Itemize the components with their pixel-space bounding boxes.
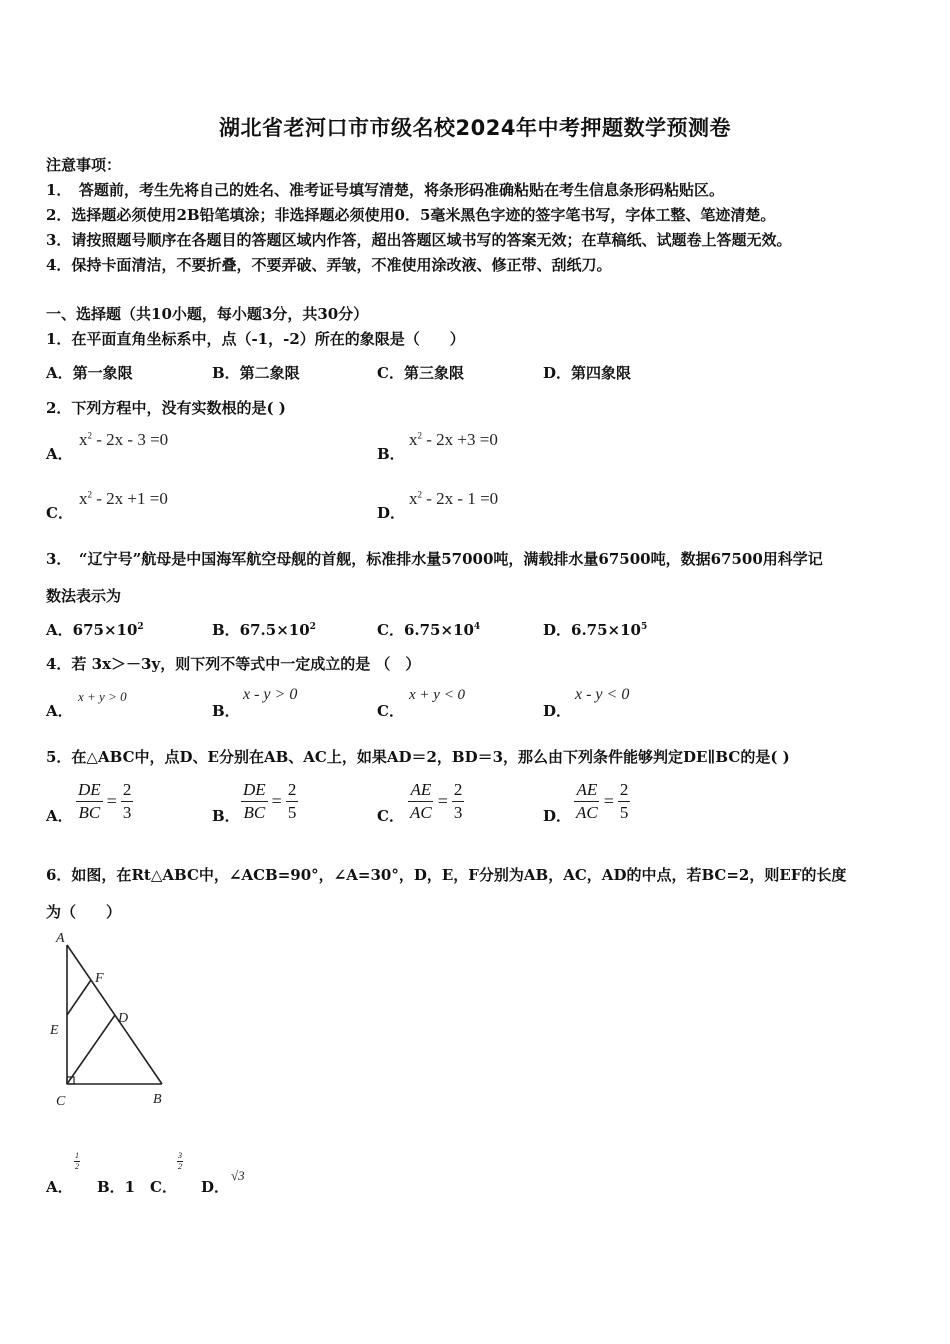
q5-option-b-expr: $\frac{DE}{BC}$ = $\frac{2}{5}$ [243,780,297,822]
q6-option-a-label: A． [46,1178,73,1196]
q4-option-b-label: B． [212,702,240,720]
q5-option-c-label: C． [377,807,404,825]
segment-ef [67,980,91,1015]
q2-option-d-label: D． [377,504,406,522]
q5-option-b-label: B． [212,807,240,825]
q4-option-d-expr: x - y < 0 [575,686,630,703]
vertex-label-d: D [118,1011,129,1026]
q3-stem-line1: 3． “辽宁号”航母是中国海军航空母舰的首舰，标准排水量57000吨，满载排水量67500吨，数据67500用科学记 [46,550,823,568]
notice-heading: 注意事项： [46,156,122,174]
notice-item: 1． 答题前，考生先将自己的姓名、准考证号填写清楚，将条形码准确粘贴在考生信息条形码粘贴区。 [46,181,724,199]
q6-stem-line2: 为（ ） [46,903,122,921]
q3-stem-line2: 数法表示为 [46,587,122,605]
q4-option-c-expr: x + y < 0 [409,687,466,703]
vertex-label-b: B [153,1092,162,1107]
q6-option-d-radical: √3 [231,1168,245,1183]
vertex-label-a: A [56,931,65,946]
vertex-label-c: C [56,1094,66,1109]
q1-option-c: C．第三象限 [377,364,464,382]
q4-stem: 4．若 3x＞－3y，则下列不等式中一定成立的是 （ ） [46,655,421,673]
q6-option-c-fraction: 3 2 [178,1151,182,1171]
q1-option-a: A．第一象限 [46,364,133,382]
q2-option-c-equation: $x^2 - 2x +1 =0$ [79,489,168,508]
q5-option-d-label: D． [543,807,572,825]
q5-option-a-expr: $\frac{DE}{BC}$ = $\frac{2}{3}$ [78,780,132,822]
q5-stem: 5．在△ABC中，点D、E分别在AB、AC上，如果AD＝2，BD＝3，那么由下列条件能够判定DE∥BC的是( ) [46,748,790,766]
q6-option-b: B．1 [97,1178,136,1196]
q6-triangle-figure [46,928,180,1110]
q4-option-d-label: D． [543,702,572,720]
q1-option-d: D．第四象限 [543,364,632,382]
page-title: 湖北省老河口市市级名校2024年中考押题数学预测卷 [219,116,731,140]
vertex-label-f: F [95,971,104,986]
q2-stem: 2．下列方程中，没有实数根的是( ) [46,399,286,417]
notice-item: 4．保持卡面清洁，不要折叠，不要弄破、弄皱，不准使用涂改液、修正带、刮纸刀。 [46,256,612,274]
q3-option-a: A．$675\times 10^2$ [46,621,144,639]
q4-option-a-expr: x + y > 0 [78,689,127,704]
q4-option-a-label: A． [46,702,73,720]
q2-option-d-equation: $x^2 - 2x - 1 =0$ [409,489,499,508]
q3-option-d: D．$6.75\times 10^5$ [543,621,648,639]
q6-option-a-fraction: 1 2 [75,1151,79,1171]
q3-option-b: B．$67.5\times 10^2$ [212,621,316,639]
q4-option-c-label: C． [377,702,404,720]
section-heading: 一、选择题（共10小题，每小题3分，共30分） [46,305,369,323]
segment-cd [67,1015,115,1084]
q1-stem: 1．在平面直角坐标系中，点（-1，-2）所在的象限是（ ） [46,330,465,348]
q5-option-d-expr: $\frac{AE}{AC}$ = $\frac{2}{5}$ [576,780,629,822]
q2-option-c-label: C． [46,504,73,522]
q2-option-b-equation: $x^2 - 2x +3 =0$ [409,430,498,449]
q6-stem-line1: 6．如图，在Rt△ABC中，∠ACB=90°，∠A=30°，D，E，F分别为AB，AC，AD的中点，若BC=2，则EF的长度 [46,866,847,884]
q4-option-b-expr: x - y > 0 [243,686,298,703]
q6-option-d-label: D． [201,1178,230,1196]
q2-option-a-label: A． [46,445,73,463]
q2-option-b-label: B． [377,445,405,463]
q2-option-a-equation: $x^2 - 2x - 3 =0$ [79,430,169,449]
q6-option-c-label: C． [150,1178,177,1196]
q5-option-a-label: A． [46,807,73,825]
vertex-label-e: E [50,1023,59,1038]
q5-option-c-expr: $\frac{AE}{AC}$ = $\frac{2}{3}$ [410,780,463,822]
notice-item: 2．选择题必须使用2B铅笔填涂；非选择题必须使用0．5毫米黑色字迹的签字笔书写，字体工整、笔迹清楚。 [46,206,776,224]
q3-option-c: C．$6.75\times 10^4$ [377,621,481,639]
notice-item: 3．请按照题号顺序在各题目的答题区域内作答，超出答题区域书写的答案无效；在草稿纸、试题卷上答题无效。 [46,231,792,249]
q1-option-b: B．第二象限 [212,364,300,382]
